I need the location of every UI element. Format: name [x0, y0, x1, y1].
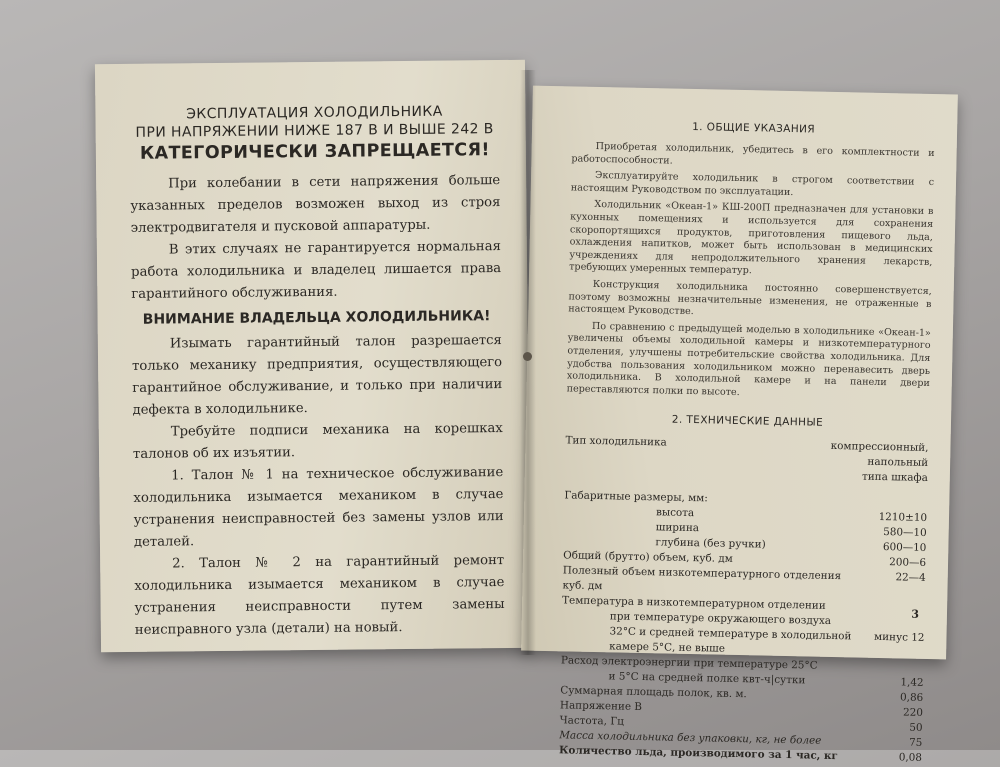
- spec-label: Частота, Гц: [559, 714, 624, 728]
- right-page: [521, 86, 958, 765]
- spec-label: Напряжение В: [559, 699, 643, 714]
- spec-value: 22—4: [895, 571, 926, 585]
- spec-value: 0,08: [898, 751, 923, 765]
- spec-label: ширина: [655, 521, 700, 535]
- general-paragraph: По сравнению с предыдущей моделью в холодильнике «Океан-1» увеличены объемы холодильной камеры и низкотемпературного отделения, улучшены потребительские свойства холодильника. Для удобства пользования холодильником можно перенавесить дверь холодильника. В холодильной камере и на панели двери переставляются полки по высоте.: [566, 320, 931, 398]
- owner-attention-heading: ВНИМАНИЕ ВЛАДЕЛЬЦА ХОЛОДИЛЬНИКА!: [142, 308, 491, 328]
- section-specs-title: 2. ТЕХНИЧЕСКИЕ ДАННЫЕ: [671, 413, 824, 430]
- spec-label: Общий (брутто) объем, куб. дм: [563, 549, 733, 566]
- general-paragraph: Эксплуатируйте холодильник в строгом соответствии с настоящим Руководством по эксплуатации.: [570, 170, 935, 198]
- left-page: [95, 60, 531, 652]
- page-number: 3: [911, 607, 920, 621]
- spec-label: Полезный объем низкотемпературного отделения куб. дм: [562, 564, 842, 593]
- paragraph-signature: Требуйте подписи механика на корешках талонов об их изъятии.: [132, 421, 503, 462]
- spec-label: Масса холодильника без упаковки, кг, не более: [559, 729, 822, 748]
- spec-label: Габаритные размеры, мм:: [564, 489, 708, 505]
- spec-label: Суммарная площадь полок, кв. м.: [560, 684, 747, 701]
- spec-label: Температура в низкотемпературном отделении: [562, 594, 826, 613]
- spec-label: Расход электроэнергии при температуре 25°С: [560, 654, 818, 672]
- section-general-title: 1. ОБЩИЕ УКАЗАНИЯ: [692, 120, 816, 136]
- spec-value: напольный: [867, 455, 929, 470]
- paragraph-warranty: В этих случаях не гарантируется нормальная работа холодильника и владелец лишается права гарантийного обслуживания.: [131, 239, 502, 302]
- spec-label: и 5°С на средней полке квт-ч|сутки: [608, 670, 806, 687]
- spec-value: 1210±10: [878, 511, 928, 525]
- spec-value: 75: [908, 736, 923, 750]
- general-paragraph: Холодильник «Океан-1» КШ-200П предназначен для установки в кухонных помещениях и используется для сохранения скоропортящихся продуктов, приготовления пищевого льда, охлаждения напитков, может быть использован в медицинских учреждениях для непродолжительного хранения лекарств, требующих умеренных температур.: [569, 199, 934, 277]
- spec-value: компрессионный,: [830, 440, 929, 455]
- spec-table: [559, 434, 929, 767]
- general-paragraph: Конструкция холодильника постоянно совершенствуется, поэтому возможны незначительные изменения, не отраженные в настоящем Руководстве.: [568, 278, 932, 318]
- paragraph-coupon: Изымать гарантийный талон разрешается только механику предприятия, осуществляющего гарантийное обслуживание, и только при наличии дефекта в холодильнике.: [132, 333, 503, 418]
- spec-label: высота: [655, 506, 695, 520]
- general-paragraph: Приобретая холодильник, убедитесь в его комплектности и работоспособности.: [571, 140, 935, 167]
- paragraph-coupon-2: 2. Талон № 2 на гарантийный ремонт холодильника изымается механиком в случае устранения неисправности путем замены неисправного узла (детали) на новый.: [134, 553, 505, 638]
- spec-label: 32°С и средней температуре в холодильной камере 5°С, не выше: [609, 625, 852, 656]
- book-spine: [520, 70, 536, 655]
- staple: [523, 352, 532, 361]
- spec-label: при температуре окружающего воздуха: [609, 610, 832, 628]
- spec-value: 50: [909, 721, 923, 735]
- warning-heading: КАТЕГОРИЧЕСКИ ЗАПРЕЩАЕТСЯ!: [139, 140, 490, 164]
- spec-value: 220: [902, 706, 924, 720]
- spec-label: глубина (без ручки): [655, 536, 766, 551]
- spec-value: 200—6: [889, 556, 927, 570]
- spec-value: минус 12: [873, 631, 925, 645]
- heading-line-2: ПРИ НАПРЯЖЕНИИ НИЖЕ 187 В И ВЫШЕ 242 В: [135, 121, 494, 141]
- spec-value: типа шкафа: [861, 470, 928, 485]
- heading-line-1: ЭКСПЛУАТАЦИЯ ХОЛОДИЛЬНИКА: [186, 103, 443, 123]
- spec-value: 600—10: [882, 541, 927, 555]
- spec-value: 1,42: [900, 676, 924, 690]
- spec-value: 0,86: [899, 691, 924, 705]
- spec-label: Тип холодильника: [565, 434, 667, 449]
- spec-label: Количество льда, производимого за 1 час, кг: [558, 744, 838, 763]
- paragraph-voltage: При колебании в сети напряжения больше указанных пределов возможен выход из строя электродвигателя и пусковой аппаратуры.: [130, 173, 501, 236]
- spec-value: 580—10: [883, 526, 927, 540]
- paragraph-coupon-1: 1. Талон № 1 на техническое обслуживание холодильника изымается механиком в случае устранения неисправностей без замены узлов или деталей.: [133, 465, 504, 550]
